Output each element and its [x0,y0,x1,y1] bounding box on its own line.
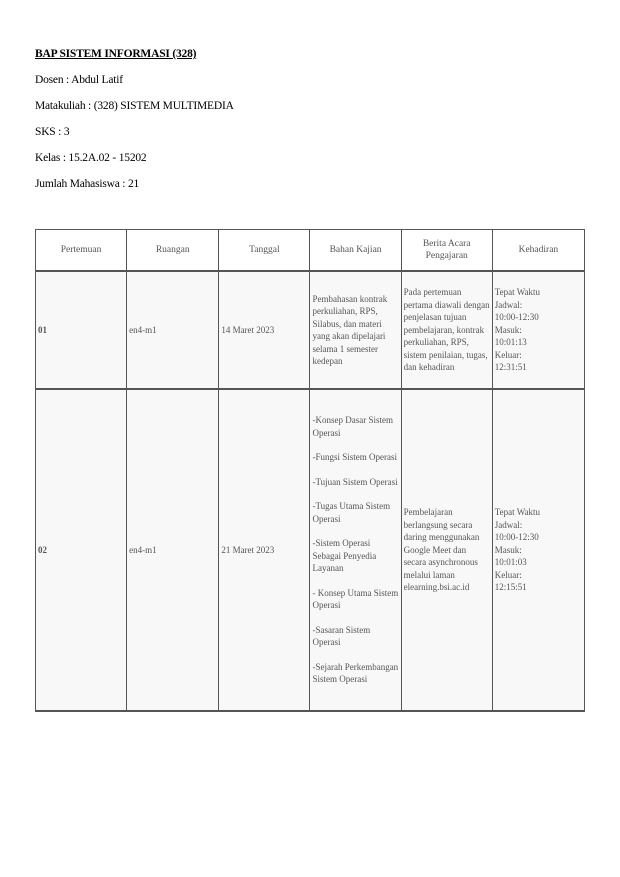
kehadiran-cell [492,271,584,389]
bahan-kajian-item: -Fungsi Sistem Operasi [312,452,397,463]
tanggal-cell: 14 Maret 2023 [219,271,310,389]
col-header-berita-acara: Berita Acara Pengajaran [401,230,492,272]
jadwal-value: 10:00-12:30 [494,532,539,543]
jadwal-label: Jadwal: [494,519,523,530]
document-title: BAP SISTEM INFORMASI (328) [35,48,197,60]
bahan-kajian-item: -Sejarah Perkembangan Sistem Operasi [312,661,399,685]
col-header-kehadiran: Kehadiran [492,230,584,272]
keluar-label: Keluar: [494,349,522,360]
bap-table [35,229,585,712]
pertemuan-cell: 02 [36,389,127,711]
ruangan-cell: en4-m1 [127,389,219,711]
bahan-kajian-item: - Konsep Utama Sistem Operasi [312,587,399,611]
kehadiran-cell [492,389,584,711]
masuk-value: 10:01:13 [494,337,527,348]
sks-line: SKS : 3 [35,126,70,138]
bahan-kajian-item: Pembahasan kontrak perkuliahan, RPS, Silabus, dan materi yang akan dipelajari selama 1 semester kedepan [312,293,388,366]
jumlah-mahasiswa-line: Jumlah Mahasiswa : 21 [35,178,140,190]
bahan-kajian-cell [310,389,401,711]
ruangan-cell: en4-m1 [127,271,219,389]
berita-acara-cell: Pada pertemuan pertama diawali dengan penjelasan tujuan pembelajaran, kontrak perkuliahan, RPS, sistem penilaian, tugas, dan kehadiran [401,271,492,389]
col-header-ruangan: Ruangan [127,230,219,272]
berita-acara-cell: Pembelajaran berlangsung secara daring menggunakan Google Meet dan secara asynchronous melalui laman elearning.bsi.ac.id [401,389,492,711]
tanggal-cell: 21 Maret 2023 [219,389,310,711]
bahan-kajian-item: -Sistem Operasi Sebagai Penyedia Layanan [312,538,377,574]
keluar-value: 12:31:51 [494,362,527,373]
document-header [35,46,234,202]
jadwal-value: 10:00-12:30 [494,312,539,323]
kelas-line: Kelas : 15.2A.02 - 15202 [35,152,147,164]
bahan-kajian-item: -Konsep Dasar Sistem Operasi [312,415,393,438]
matakuliah-line: Matakuliah : (328) SISTEM MULTIMEDIA [35,100,234,112]
bahan-kajian-item: -Tugas Utama Sistem Operasi [312,501,391,524]
jadwal-label: Jadwal: [494,299,523,310]
masuk-value: 10:01:03 [494,557,527,568]
table-row [36,271,585,389]
keluar-label: Keluar: [494,569,522,580]
bahan-kajian-cell [310,271,401,389]
masuk-label: Masuk: [494,544,522,555]
masuk-label: Masuk: [494,324,522,335]
kehadiran-status: Tepat Waktu [494,507,540,518]
col-header-pertemuan: Pertemuan [36,230,127,272]
col-header-tanggal: Tanggal [219,230,310,272]
col-header-bahan-kajian: Bahan Kajian [310,230,401,272]
table-header-row [36,230,585,272]
bahan-kajian-item: -Sasaran Sistem Operasi [312,624,371,648]
bahan-kajian-item: -Tujuan Sistem Operasi [312,476,398,487]
kehadiran-status: Tepat Waktu [494,287,540,298]
table-row [36,389,585,711]
dosen-line: Dosen : Abdul Latif [35,74,123,86]
pertemuan-cell: 01 [36,271,127,389]
keluar-value: 12:15:51 [494,582,527,593]
